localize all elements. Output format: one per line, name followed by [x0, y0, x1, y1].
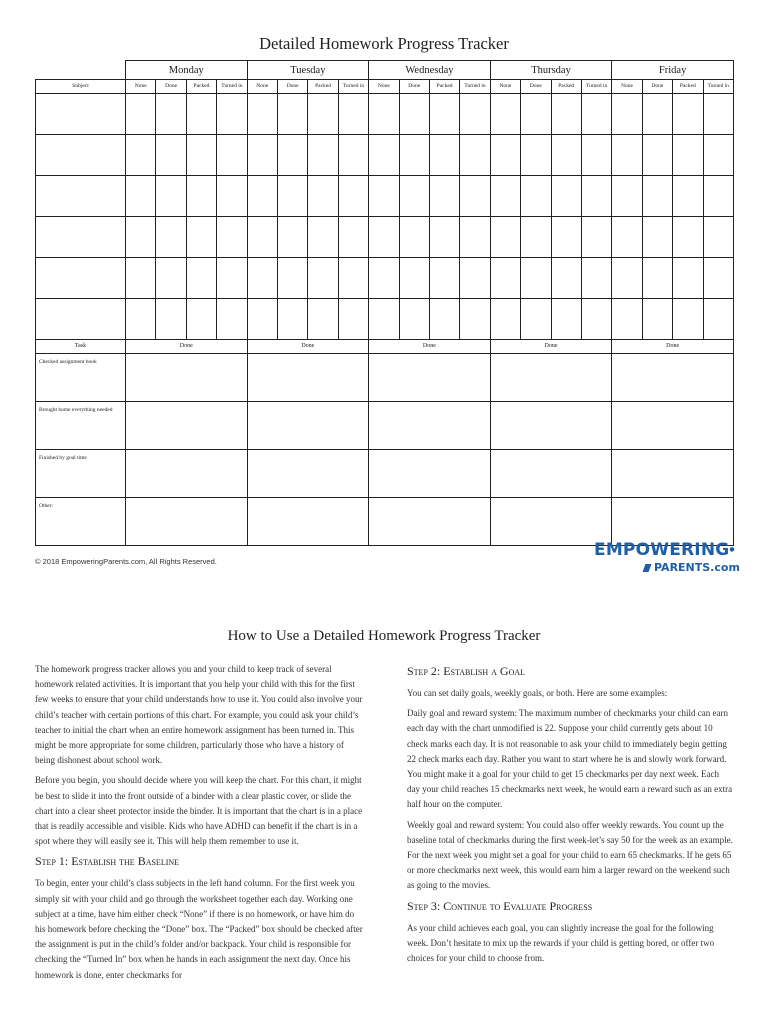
checkbox-cell[interactable] [399, 258, 429, 299]
checkbox-cell[interactable] [581, 258, 611, 299]
checkbox-cell[interactable] [399, 176, 429, 217]
status-header-none: None [247, 80, 277, 94]
checkbox-cell[interactable] [429, 299, 459, 340]
done-column-header: Done [247, 340, 369, 354]
task-done-cell[interactable] [126, 498, 248, 546]
task-done-cell[interactable] [247, 498, 369, 546]
task-done-cell[interactable] [247, 450, 369, 498]
task-done-cell[interactable] [369, 402, 491, 450]
checkbox-cell[interactable] [338, 217, 368, 258]
subject-entry-cell[interactable] [36, 94, 126, 135]
step2-heading: Step 2: Establish a Goal [407, 664, 526, 678]
checkbox-cell[interactable] [551, 217, 581, 258]
checkbox-cell[interactable] [521, 217, 551, 258]
checkbox-cell[interactable] [399, 94, 429, 135]
checkbox-cell[interactable] [156, 217, 186, 258]
subject-row [36, 176, 734, 217]
done-column-header: Done [126, 340, 248, 354]
checkbox-cell[interactable] [156, 258, 186, 299]
checkbox-cell[interactable] [551, 258, 581, 299]
status-header-none: None [490, 80, 520, 94]
status-header-turned-in: Turned in [460, 80, 490, 94]
checkbox-cell[interactable] [277, 94, 307, 135]
day-header-wednesday: Wednesday [369, 61, 491, 80]
checkbox-cell[interactable] [338, 258, 368, 299]
checkbox-cell[interactable] [308, 258, 338, 299]
checkbox-cell[interactable] [642, 217, 672, 258]
checkbox-cell[interactable] [126, 258, 156, 299]
task-label: Finished by goal time [36, 450, 126, 498]
day-header-row [36, 61, 734, 80]
checkbox-cell[interactable] [460, 258, 490, 299]
checkbox-cell[interactable] [277, 135, 307, 176]
checkbox-cell[interactable] [126, 217, 156, 258]
subject-row [36, 217, 734, 258]
checkbox-cell[interactable] [490, 258, 520, 299]
task-done-cell[interactable] [126, 354, 248, 402]
status-header-done: Done [156, 80, 186, 94]
checkbox-cell[interactable] [521, 176, 551, 217]
status-header-done: Done [642, 80, 672, 94]
checkbox-cell[interactable] [369, 258, 399, 299]
checkbox-cell[interactable] [156, 94, 186, 135]
checkbox-cell[interactable] [521, 258, 551, 299]
checkbox-cell[interactable] [581, 217, 611, 258]
step2-daily-goal: Daily goal and reward system: The maximum number of checkmarks your child can earn each day with the chart unmodified is 22. Suppose your child currently gets about 10 check marks each day. It is not reasonable to ask your child to immediately begin getting 22 check marks each day. Rather you want to start where he is and slowly work forward. You might make it a goal for your child to get 15 checkmarks per day next week. Each day your child reaches 15 checkmarks next week, he would earn a reward such as an extra half hour on the computer. [407, 708, 733, 810]
checkbox-cell[interactable] [308, 94, 338, 135]
status-header-none: None [126, 80, 156, 94]
status-header-done: Done [521, 80, 551, 94]
checkbox-cell[interactable] [277, 258, 307, 299]
subject-entry-cell[interactable] [36, 176, 126, 217]
step2-intro: You can set daily goals, weekly goals, or both. Here are some examples: [407, 688, 668, 698]
checkbox-cell[interactable] [581, 176, 611, 217]
checkbox-cell[interactable] [369, 176, 399, 217]
checkbox-cell[interactable] [369, 217, 399, 258]
checkbox-cell[interactable] [247, 176, 277, 217]
subject-column-header: Subject [36, 80, 126, 94]
status-header-turned-in: Turned in [217, 80, 247, 94]
status-header-packed: Packed [673, 80, 703, 94]
logo-subline [644, 561, 740, 575]
checkbox-cell[interactable] [460, 176, 490, 217]
task-done-cell[interactable] [612, 402, 734, 450]
task-done-cell[interactable] [612, 498, 734, 546]
status-header-turned-in: Turned in [338, 80, 368, 94]
checkbox-cell[interactable] [429, 217, 459, 258]
task-label: Checked assignment book [36, 354, 126, 402]
checkbox-cell[interactable] [126, 176, 156, 217]
checkbox-cell[interactable] [673, 176, 703, 217]
status-header-turned-in: Turned in [703, 80, 733, 94]
status-header-row [36, 80, 734, 94]
task-row [36, 498, 734, 546]
task-row [36, 450, 734, 498]
checkbox-cell[interactable] [581, 135, 611, 176]
status-header-packed: Packed [551, 80, 581, 94]
checkbox-cell[interactable] [703, 299, 733, 340]
day-header-friday: Friday [612, 61, 734, 80]
checkbox-cell[interactable] [460, 299, 490, 340]
checkbox-cell[interactable] [612, 299, 642, 340]
checkbox-cell[interactable] [642, 176, 672, 217]
done-column-header: Done [490, 340, 612, 354]
logo-subline-text: PARENTS.com [654, 561, 740, 574]
checkbox-cell[interactable] [521, 299, 551, 340]
task-done-cell[interactable] [490, 402, 612, 450]
copyright-notice: © 2018 EmpoweringParents.com, All Rights Reserved. [35, 557, 217, 566]
checkbox-cell[interactable] [642, 94, 672, 135]
checkbox-cell[interactable] [247, 94, 277, 135]
checkbox-cell[interactable] [217, 135, 247, 176]
subject-row [36, 299, 734, 340]
checkbox-cell[interactable] [369, 299, 399, 340]
checkbox-cell[interactable] [551, 135, 581, 176]
subject-row [36, 135, 734, 176]
status-header-packed: Packed [429, 80, 459, 94]
checkbox-cell[interactable] [217, 258, 247, 299]
checkbox-cell[interactable] [126, 94, 156, 135]
status-header-turned-in: Turned in [581, 80, 611, 94]
checkbox-cell[interactable] [490, 94, 520, 135]
subject-row [36, 94, 734, 135]
status-header-packed: Packed [186, 80, 216, 94]
checkbox-cell[interactable] [277, 176, 307, 217]
checkbox-cell[interactable] [399, 135, 429, 176]
task-done-cell[interactable] [126, 402, 248, 450]
checkbox-cell[interactable] [490, 176, 520, 217]
checkbox-cell[interactable] [460, 217, 490, 258]
subject-entry-cell[interactable] [36, 258, 126, 299]
status-header-packed: Packed [308, 80, 338, 94]
checkbox-cell[interactable] [338, 176, 368, 217]
task-done-cell[interactable] [612, 354, 734, 402]
checkbox-cell[interactable] [186, 135, 216, 176]
checkbox-cell[interactable] [612, 94, 642, 135]
checkbox-cell[interactable] [369, 94, 399, 135]
checkbox-cell[interactable] [338, 94, 368, 135]
checkbox-cell[interactable] [642, 135, 672, 176]
checkbox-cell[interactable] [429, 135, 459, 176]
checkbox-cell[interactable] [217, 94, 247, 135]
checkbox-cell[interactable] [521, 135, 551, 176]
checkbox-cell[interactable] [429, 176, 459, 217]
checkbox-cell[interactable] [338, 299, 368, 340]
checkbox-cell[interactable] [399, 299, 429, 340]
task-row [36, 402, 734, 450]
step3-paragraph: As your child achieves each goal, you can slightly increase the goal for the following week. Don’t hesitate to mix up the rewards if your child is getting bored, or offer two choices for your child to choose from. [407, 922, 715, 964]
step1-paragraph: To begin, enter your child’s class subjects in the left hand column. For the first week you simply sit with your child and go through the worksheet together each day. Working one subject at a time, have him either check “None” if there is no homework, or have him do his homework before checking the “Done” box. The “Packed” box should be checked after the assignment is put in the child’s folder and/or backpack. Your child is responsible for checking the “Turned In” box when he hands in each assignment the next day. Once his homework is done, enter checkmarks for [35, 878, 363, 980]
checkbox-cell[interactable] [490, 135, 520, 176]
task-label: Brought home everything needed [36, 402, 126, 450]
checkbox-cell[interactable] [673, 299, 703, 340]
checkbox-cell[interactable] [612, 135, 642, 176]
checkbox-cell[interactable] [703, 135, 733, 176]
subject-row [36, 258, 734, 299]
checkbox-cell[interactable] [126, 299, 156, 340]
checkbox-cell[interactable] [521, 94, 551, 135]
checkbox-cell[interactable] [308, 135, 338, 176]
checkbox-cell[interactable] [642, 258, 672, 299]
day-header-monday: Monday [126, 61, 248, 80]
checkbox-cell[interactable] [247, 299, 277, 340]
chart-placement-paragraph: Before you begin, you should decide where you will keep the chart. For this chart, it might be best to slide it into the front outside of a binder with a clear plastic cover, or slide the chart into a clear sheet protector inside the binder. It is important that the chart is in a place that is readily accessible and visible. Kids who have ADHD can benefit if the chart is in a spot where they will easily see it. This will help them remember to use it. [35, 775, 363, 847]
checkbox-cell[interactable] [673, 94, 703, 135]
instructions-left-column [35, 662, 365, 988]
status-header-none: None [369, 80, 399, 94]
checkbox-cell[interactable] [673, 258, 703, 299]
checkbox-cell[interactable] [217, 217, 247, 258]
checkbox-cell[interactable] [156, 299, 186, 340]
status-header-none: None [612, 80, 642, 94]
done-column-header: Done [369, 340, 491, 354]
checkbox-cell[interactable] [490, 217, 520, 258]
checkbox-cell[interactable] [612, 217, 642, 258]
checkbox-cell[interactable] [308, 217, 338, 258]
checkbox-cell[interactable] [156, 176, 186, 217]
checkbox-cell[interactable] [156, 135, 186, 176]
task-column-header: Task [36, 340, 126, 354]
checkbox-cell[interactable] [673, 217, 703, 258]
checkbox-cell[interactable] [338, 135, 368, 176]
step1-heading: Step 1: Establish the Baseline [35, 854, 180, 869]
subject-entry-cell[interactable] [36, 217, 126, 258]
status-header-done: Done [399, 80, 429, 94]
page-title: Detailed Homework Progress Tracker [259, 34, 509, 53]
task-done-cell[interactable] [126, 450, 248, 498]
checkbox-cell[interactable] [581, 94, 611, 135]
task-done-cell[interactable] [369, 354, 491, 402]
task-done-cell[interactable] [369, 498, 491, 546]
checkbox-cell[interactable] [186, 176, 216, 217]
subject-entry-cell[interactable] [36, 135, 126, 176]
checkbox-cell[interactable] [429, 94, 459, 135]
checkbox-cell[interactable] [186, 94, 216, 135]
checkbox-cell[interactable] [399, 217, 429, 258]
step3-heading: Step 3: Continue to Evaluate Progress [407, 898, 593, 913]
checkbox-cell[interactable] [217, 299, 247, 340]
checkbox-cell[interactable] [429, 258, 459, 299]
checkbox-cell[interactable] [277, 299, 307, 340]
checkbox-cell[interactable] [186, 217, 216, 258]
task-done-cell[interactable] [612, 450, 734, 498]
checkbox-cell[interactable] [703, 94, 733, 135]
checkbox-cell[interactable] [581, 299, 611, 340]
checkbox-cell[interactable] [186, 258, 216, 299]
checkbox-cell[interactable] [247, 258, 277, 299]
instructions-right-column [407, 664, 733, 971]
checkbox-cell[interactable] [642, 299, 672, 340]
checkbox-cell[interactable] [612, 258, 642, 299]
checkbox-cell[interactable] [460, 135, 490, 176]
checkbox-cell[interactable] [308, 176, 338, 217]
task-done-cell[interactable] [247, 402, 369, 450]
checkbox-cell[interactable] [217, 176, 247, 217]
checkbox-cell[interactable] [308, 299, 338, 340]
day-header-thursday: Thursday [490, 61, 612, 80]
task-done-cell[interactable] [490, 498, 612, 546]
intro-paragraph: The homework progress tracker allows you and your child to keep track of several homework related activities. It is important that you help your child with this for the first few weeks to ensure that your child understands how to use it. You could also involve your child’s teacher with certain portions of this chart. For example, you could ask your child’s teacher to initial the chart when an entire homework assignment has been turned in. This might be more appropriate for some children, particularly those who have a history of being dishonest about school work. [35, 664, 363, 766]
subject-entry-cell[interactable] [36, 299, 126, 340]
checkbox-cell[interactable] [490, 299, 520, 340]
checkbox-cell[interactable] [551, 94, 581, 135]
task-done-cell[interactable] [490, 450, 612, 498]
task-label: Other: [36, 498, 126, 546]
checkbox-cell[interactable] [703, 217, 733, 258]
checkbox-cell[interactable] [186, 299, 216, 340]
checkbox-cell[interactable] [126, 135, 156, 176]
status-header-done: Done [277, 80, 307, 94]
task-row [36, 354, 734, 402]
checkbox-cell[interactable] [247, 135, 277, 176]
checkbox-cell[interactable] [703, 258, 733, 299]
logo-bar-icon [643, 564, 652, 572]
task-done-cell[interactable] [369, 450, 491, 498]
task-header-row [36, 340, 734, 354]
header-blank-cell [36, 61, 126, 80]
homework-tracker-table [35, 60, 734, 546]
checkbox-cell[interactable] [703, 176, 733, 217]
checkbox-cell[interactable] [551, 176, 581, 217]
empowering-parents-logo [594, 540, 740, 577]
section-title: How to Use a Detailed Homework Progress Tracker [227, 628, 541, 644]
checkbox-cell[interactable] [551, 299, 581, 340]
task-done-cell[interactable] [247, 354, 369, 402]
checkbox-cell[interactable] [612, 176, 642, 217]
checkbox-cell[interactable] [369, 135, 399, 176]
logo-wordmark: EMPOWERING● [594, 540, 735, 560]
checkbox-cell[interactable] [277, 217, 307, 258]
day-header-tuesday: Tuesday [247, 61, 369, 80]
checkbox-cell[interactable] [673, 135, 703, 176]
step2-weekly-goal: Weekly goal and reward system: You could also offer weekly rewards. You count up the baseline total of checkmarks during the first week-let’s say 50 for the week as an example. For the next week you might set a goal for your child to earn 65 checkmarks. If he gets 65 or more checkmarks next week, this would earn him a larger reward on the weekend such as going to the movies. [407, 819, 733, 891]
done-column-header: Done [612, 340, 734, 354]
task-done-cell[interactable] [490, 354, 612, 402]
checkbox-cell[interactable] [247, 217, 277, 258]
checkbox-cell[interactable] [460, 94, 490, 135]
